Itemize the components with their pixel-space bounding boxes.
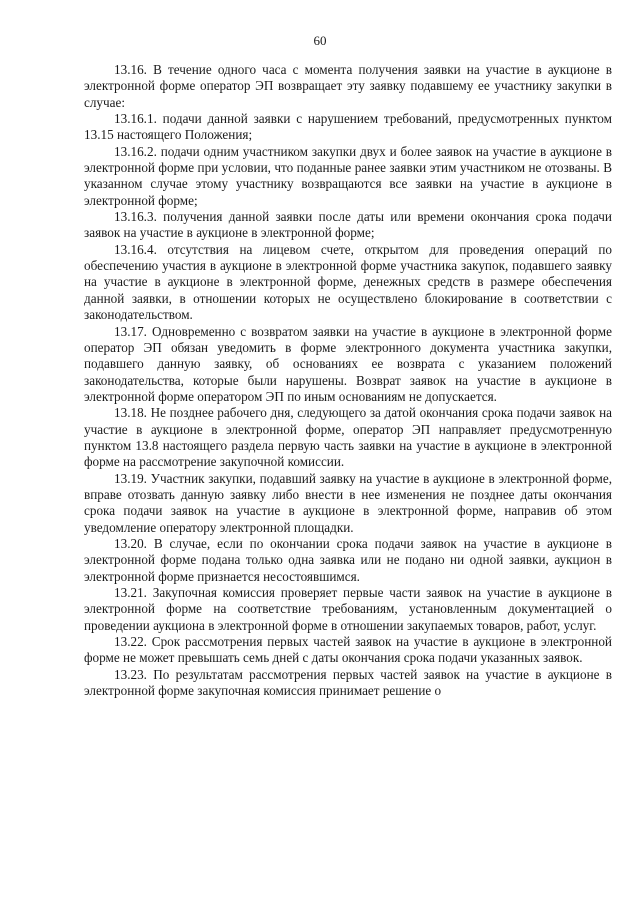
paragraph-13-18: 13.18. Не позднее рабочего дня, следующего за датой окончания срока подачи заявок на участие в аукционе в электронной форме, оператор ЭП направляет предусмотренную пунктом 13.8 настоящего раздела первую часть заявки на участие в аукционе в электронной форме на рассмотрение закупочной комиссии. — [84, 405, 612, 470]
paragraph-13-16-4: 13.16.4. отсутствия на лицевом счете, открытом для проведения операций по обеспечению участия в аукционе в электронной форме участника закупок, подавшего заявку на участие в аукционе в электронной форме, денежных средств в размере обеспечения данной заявки, в отношении которых не осуществлено блокирование в соответствии с законодательством. — [84, 241, 612, 323]
paragraph-13-16-2: 13.16.2. подачи одним участником закупки двух и более заявок на участие в аукционе в электронной форме при условии, что поданные ранее заявки этим участником не отозваны. В указанном случае этому участнику возвращаются все заявки на участие в аукционе в электронной форме; — [84, 143, 612, 208]
paragraph-13-17: 13.17. Одновременно с возвратом заявки на участие в аукционе в электронной форме оператор ЭП обязан уведомить в форме электронного документа участника закупки, подавшего данную заявку, об основаниях ее возврата с указанием положений законодательства, которые были нарушены. Возврат заявок на участие в аукционе в электронной форме оператором ЭП по иным основаниям не допускается. — [84, 323, 612, 404]
document-body — [84, 62, 612, 699]
paragraph-13-16-1: 13.16.1. подачи данной заявки с нарушением требований, предусмотренных пунктом 13.15 настоящего Положения; — [84, 111, 612, 143]
paragraph-13-20: 13.20. В случае, если по окончании срока подачи заявок на участие в аукционе в электронной форме подана только одна заявка или не подано ни одной заявки, аукцион в электронной форме признается несостоявшимся. — [84, 535, 612, 584]
paragraph-13-19: 13.19. Участник закупки, подавший заявку на участие в аукционе в электронной форме, вправе отозвать данную заявку либо внести в нее изменения не позднее даты окончания срока подачи заявок на участие в аукционе в электронной форме, направив об этом уведомление оператору электронной площадки. — [84, 470, 612, 535]
paragraph-13-16-3: 13.16.3. получения данной заявки после даты или времени окончания срока подачи заявок на участие в аукционе в электронной форме; — [84, 209, 612, 241]
paragraph-13-22: 13.22. Срок рассмотрения первых частей заявок на участие в аукционе в электронной форме не может превышать семь дней с даты окончания срока подачи указанных заявок. — [84, 634, 612, 666]
paragraph-13-21: 13.21. Закупочная комиссия проверяет первые части заявок на участие в аукционе в электронной форме на соответствие требованиям, установленным документацией о проведении аукциона в электронной форме в отношении закупаемых товаров, работ, услуг. — [84, 585, 612, 633]
paragraph-13-23: 13.23. По результатам рассмотрения первых частей заявок на участие в аукционе в электронной форме закупочная комиссия принимает решение о — [84, 666, 612, 699]
paragraph-13-16: 13.16. В течение одного часа с момента получения заявки на участие в аукционе в электронной форме оператор ЭП возвращает эту заявку подавшему ее участнику закупки в случае: — [84, 62, 612, 110]
page-number: 60 — [313, 33, 327, 48]
